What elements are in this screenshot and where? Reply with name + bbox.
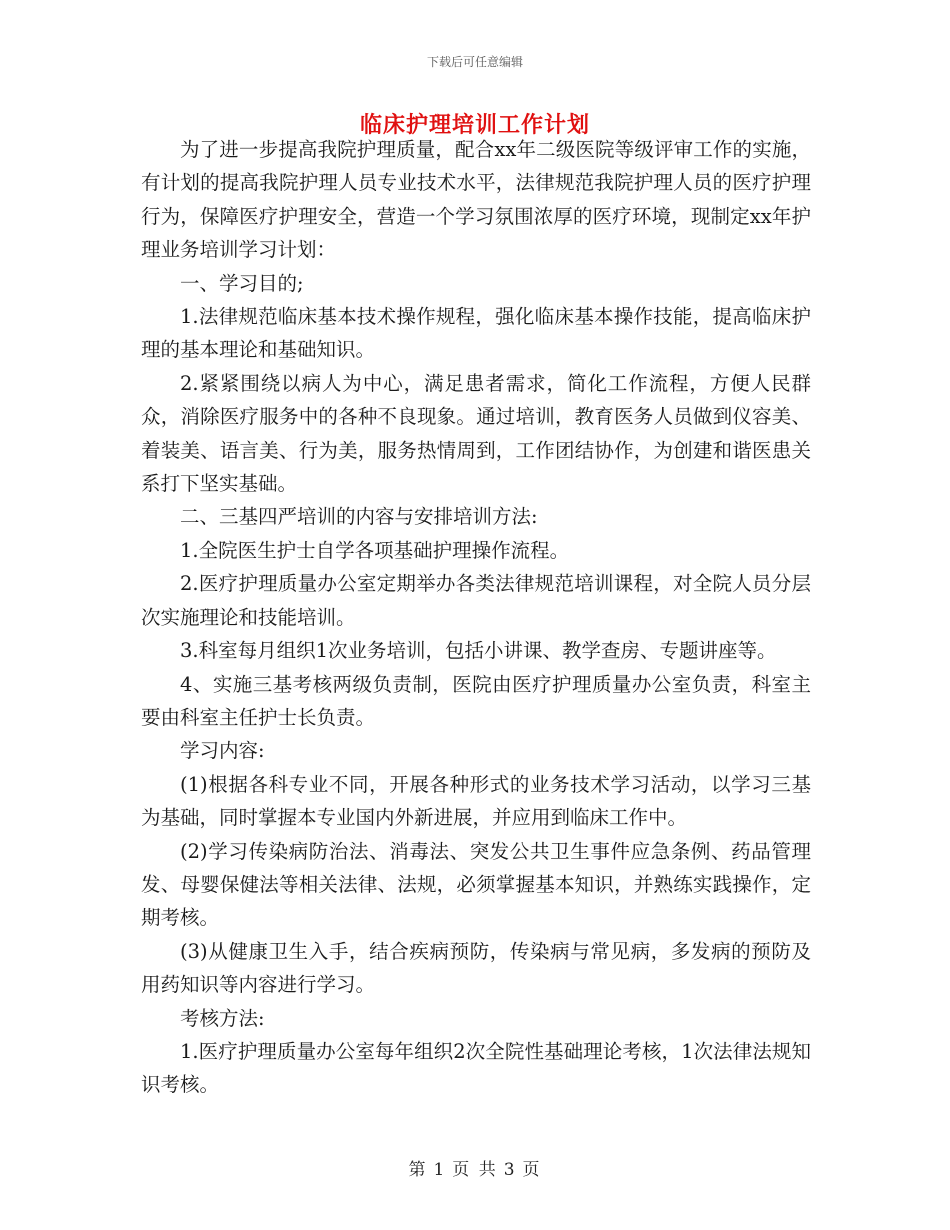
paragraph: 1.医疗护理质量办公室每年组织2次全院性基础理论考核，1次法律法规知识考核。 (141, 1039, 811, 1097)
page-footer (0, 1155, 950, 1180)
paragraph: 3.科室每月组织1次业务培训，包括小讲课、教学查房、专题讲座等。 (180, 639, 777, 663)
footer-middle: 页 共 (452, 1160, 498, 1180)
section-heading-1: 一、学习目的; (180, 271, 304, 295)
section-heading-2: 二、三基四严培训的内容与安排培训方法: (180, 505, 538, 529)
document-title: 临床护理培训工作计划 (359, 112, 590, 138)
footer-prefix: 第 (408, 1160, 428, 1180)
footer-total-pages: 3 (503, 1160, 517, 1180)
paragraph: (2)学习传染病防治法、消毒法、突发公共卫生事件应急条例、药品管理发、母婴保健法等相关法律、法规，必须掌握基本知识，并熟练实践操作，定期考核。 (141, 839, 811, 930)
footer-suffix: 页 (522, 1160, 542, 1180)
document-body (141, 133, 811, 1102)
paragraph: (3)从健康卫生入手，结合疾病预防，传染病与常见病，多发病的预防及用药知识等内容进行学习。 (141, 939, 811, 997)
header-note: 下载后可任意编辑 (426, 55, 523, 69)
paragraph: 2.医疗护理质量办公室定期举办各类法律规范培训课程，对全院人员分层次实施理论和技能培训。 (141, 572, 811, 629)
paragraph: 1.全院医生护士自学各项基础护理操作流程。 (180, 538, 570, 562)
paragraph: 1.法律规范临床基本技术操作规程，强化临床基本操作技能，提高临床护理的基本理论和基础知识。 (141, 305, 811, 362)
footer-page-number: 1 (433, 1160, 447, 1180)
paragraph: 2.紧紧围绕以病人为中心，满足患者需求，简化工作流程，方便人民群众，消除医疗服务中的各种不良现象。通过培训，教育医务人员做到仪容美、着装美、语言美、行为美，服务热情周到，工作团结协作，为创建和谐医患关系打下坚实基础。 (141, 371, 811, 496)
section-heading-content: 学习内容: (180, 739, 265, 763)
paragraph: 4、实施三基考核两级负责制，医院由医疗护理质量办公室负责，科室主要由科室主任护士长负责。 (141, 672, 811, 729)
section-heading-assessment: 考核方法: (180, 1006, 265, 1030)
paragraph: (1)根据各科专业不同，开展各种形式的业务技术学习活动，以学习三基为基础，同时掌握本专业国内外新进展，并应用到临床工作中。 (141, 772, 811, 830)
paragraph-intro: 为了进一步提高我院护理质量，配合xx年二级医院等级评审工作的实施，有计划的提高我院护理人员专业技术水平，法律规范我院护理人员的医疗护理行为，保障医疗护理安全，营造一个学习氛围浓厚的医疗环境，现制定xx年护理业务培训学习计划： (141, 138, 811, 262)
